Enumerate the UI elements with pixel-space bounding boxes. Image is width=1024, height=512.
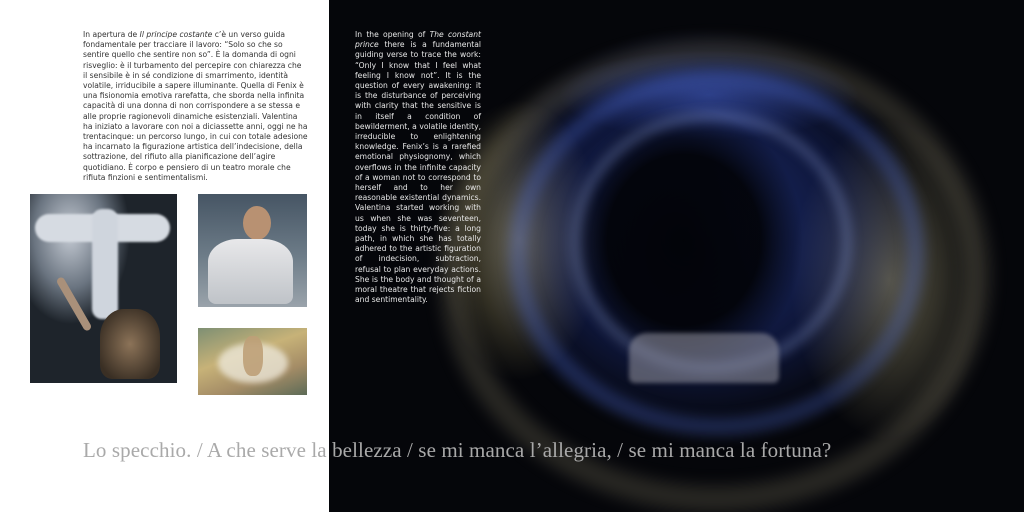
- photo-actress-kneeling: [198, 194, 307, 307]
- photo-crucifix-body: [92, 209, 118, 319]
- quote-line: Lo specchio. / A che serve la bellezza / se mi manca l’allegria, / se mi manca la fortuna?: [83, 438, 832, 462]
- photo-dancer-arm: [56, 276, 93, 332]
- english-text: [355, 30, 481, 305]
- photo-dancer-figure: [100, 309, 160, 379]
- photo-actress-body: [208, 239, 293, 304]
- photo-fresco-painting: [198, 328, 307, 395]
- english-text-intro: In the opening of: [355, 30, 430, 39]
- mirror-bed-shape: [629, 333, 779, 383]
- english-text-body: there is a fundamental guiding verse to trace the work: “Only I know that I feel what feeling I know not”. It is the question of every awakening: it is the disturbance of perceiving with clarity that the sensitive is in itself a condition of bewilderment, a volatile identity, irreducible to enlightening knowledge. Fenix’s is a rarefied emotional physiognomy, which overflows in the infinite capacity of a woman not to correspond to herself and to her own reasonable existential dynamics. Valentina started working with us when she was seventeen, today she is thirty-five: a long path, in which she has totally adhered to the artistic figuration of indecision, subtraction, refusal to plan everyday actions. She is the body and thought of a moral theatre that rejects fiction and sentimentality.: [355, 40, 481, 305]
- photo-fresco-figure: [243, 336, 263, 376]
- italian-text: [83, 30, 308, 183]
- left-page: [0, 0, 329, 512]
- italian-work-title: Il principe costante: [139, 30, 213, 39]
- italian-text-intro: In apertura de: [83, 30, 140, 39]
- italian-text-body: c’è un verso guida fondamentale per tracciare il lavoro: “Solo so che so sentire quello che sentire non so”. È la domanda di ogni risveglio: è il turbamento del percepire con chiarezza che il sensibile è in sé condizione di smarrimento, identità volatile, irriducibile a sapere illuminante. Quella di Fenix è una fisionomia emotiva rarefatta, che sborda nella infinita capacità di una donna di non corrispondere a se stessa e alle proprie ragionevoli dinamiche esistenziali. Valentina ha iniziato a lavorare con noi a diciassette anni, oggi ne ha trentacinque: un percorso lungo, in cui con totale adesione ha incarnato la figurazione artistica dell’indecisione, della sottrazione, del rifiuto alla pianificazione dell’agire quotidiano. È corpo e pensiero di un teatro morale che rifiuta finzioni e sentimentalismi.: [83, 30, 308, 182]
- photo-dancer-crucifix: [30, 194, 177, 383]
- photo-actress-head: [243, 206, 271, 240]
- english-work-title: The constant prince: [355, 30, 481, 50]
